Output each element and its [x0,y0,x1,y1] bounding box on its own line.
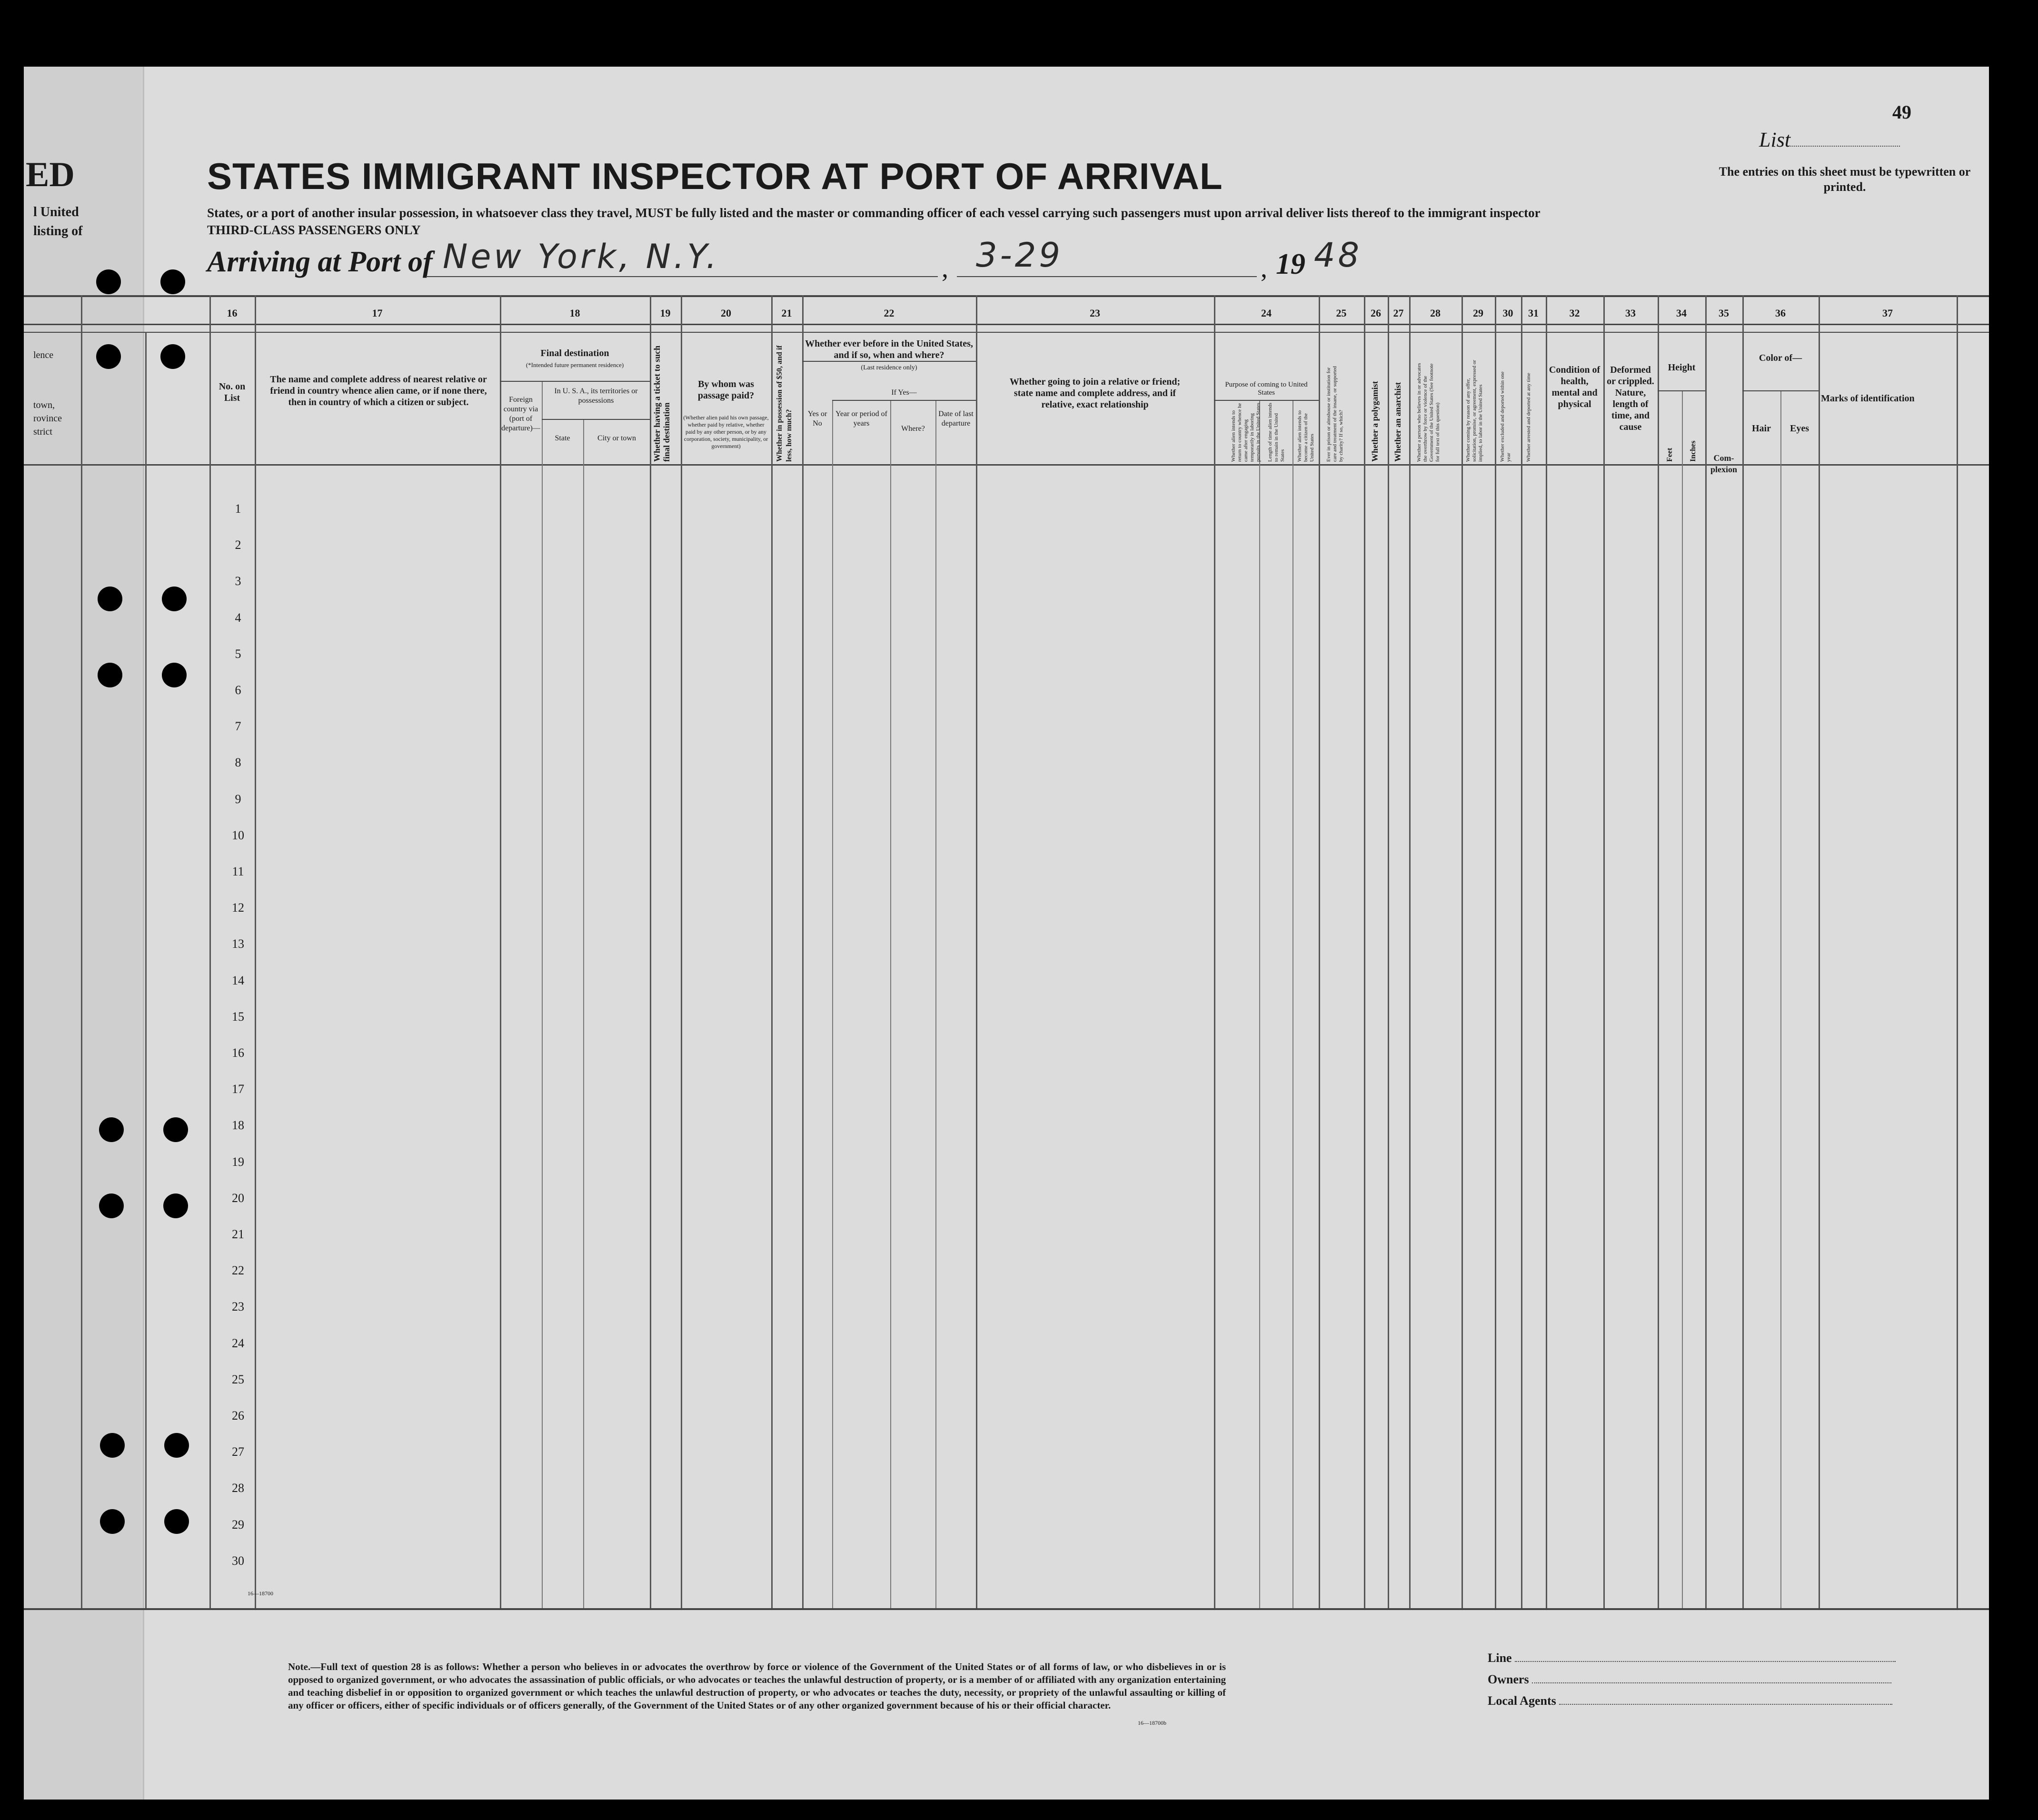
row-number: 1 [235,502,241,516]
col-num-30: 30 [1502,307,1513,319]
punch-hole [98,663,122,687]
col-num-34: 34 [1676,307,1687,319]
arrival-date: 3-29 [976,236,1063,275]
header-color-of: Color of— [1759,353,1802,363]
header-state: State [555,434,570,442]
col-num-28: 28 [1430,307,1441,319]
header-passage-paid: By whom was passage paid? [697,379,755,401]
left-fragment-3: lence [33,350,54,360]
punch-hole [162,663,187,687]
punch-hole [164,1433,189,1458]
col-num-23: 23 [1090,307,1100,319]
row-number: 13 [232,937,244,951]
date-underline [957,276,1257,277]
footnote-code: 16—18700b [1138,1720,1166,1726]
row-number: 14 [232,973,244,987]
header-final-destination: Final destination [540,348,609,358]
header-eyes: Eyes [1790,423,1809,434]
punch-hole [100,1509,125,1534]
class-line: THIRD-CLASS PASSENGERS ONLY [207,223,421,237]
header-passage-paid-note: (Whether alien paid his own passage, whether paid by relative, whether paid by any other person, or by any corporation, society, municipality, or government) [683,414,769,449]
punch-hole [99,1193,124,1218]
header-labor-offer: Whether coming by reason of any offer, solicitation, promise, or agreement, expressed or implied, to labor in the United States [1465,360,1483,462]
col-num-22: 22 [884,307,895,319]
col-num-26: 26 [1371,307,1381,319]
header-inches: Inches [1689,440,1697,462]
header-in-usa: In U. S. A., its territories or possessions [554,387,638,405]
header-purpose-return: Whether alien intends to return to country whence he came after engaging temporarily in laboring pursuits in the United States [1231,402,1261,462]
col-num-24: 24 [1261,307,1272,319]
left-binding-strip [24,67,144,1800]
header-purpose-length: Length of time alien intends to remain in the United States [1267,402,1285,462]
col-num-20: 20 [721,307,731,319]
row-number: 17 [232,1082,244,1096]
punch-hole [98,587,122,611]
header-feet: Feet [1666,448,1674,462]
punch-hole [160,344,185,369]
col-num-35: 35 [1719,307,1729,319]
typed-note: The entries on this sheet must be typewritten or printed. [1719,165,1971,194]
header-ever-before: Whether ever before in the United States, and if so, when and where? [805,338,973,360]
left-fragment-4: town, [33,400,55,410]
row-number: 15 [232,1009,244,1024]
row-number: 21 [232,1227,244,1241]
row-number: 30 [232,1553,244,1568]
header-where: Where? [901,425,925,433]
sig-local-agents: Local Agents [1488,1694,1892,1708]
row-number: 9 [235,792,241,806]
header-arrested: Whether arrested and deported at any time [1526,373,1531,462]
header-marks: Marks of identification [1821,393,1915,404]
sig-line: Line [1488,1651,1896,1665]
year-prefix: 19 [1276,248,1305,280]
left-fragment-6: strict [33,427,52,437]
row-number: 24 [232,1336,244,1350]
header-yes-no: Yes or No [807,410,827,428]
header-anarchist: Whether an anarchist [1393,382,1402,462]
title-fragment: ED [26,155,75,194]
col-num-18: 18 [569,307,580,319]
row-number: 10 [232,828,244,842]
row-number: 25 [232,1372,244,1386]
punch-hole [163,1117,188,1142]
header-ticket: Whether having a ticket to such final destination [652,345,671,462]
punch-hole [100,1433,125,1458]
col-num-17: 17 [372,307,383,319]
header-prison: Ever in prison or almshouse or institution for care and treatment of the insane, or supported by charity? If so, which? [1326,366,1344,462]
col-num-25: 25 [1336,307,1347,319]
row-number: 20 [232,1191,244,1205]
row-number: 16 [232,1046,244,1060]
header-polygamist: Whether a polygamist [1370,381,1380,462]
header-height: Height [1668,362,1696,373]
row-number: 2 [235,538,241,552]
col-num-33: 33 [1625,307,1636,319]
punch-hole [162,587,187,611]
list-label: List [1759,128,1900,152]
header-ever-before-note: (Last residence only) [861,364,917,371]
arrival-year: 48 [1314,236,1362,275]
punch-hole [96,344,121,369]
row-number: 26 [232,1409,244,1422]
punch-hole [160,269,185,294]
col-num-29: 29 [1473,307,1483,319]
row-number: 4 [235,610,241,625]
row-number: 28 [232,1481,244,1495]
row-number: 22 [232,1263,244,1278]
header-purpose: Purpose of coming to United States [1225,381,1308,397]
page-number: 49 [1892,101,1911,123]
left-fragment-5: rovince [33,413,62,424]
port-underline [426,276,938,277]
form-title: STATES IMMIGRANT INSPECTOR AT PORT OF ARRIVAL [207,155,1223,197]
row-number: 3 [235,574,241,588]
row-number: 19 [232,1154,244,1169]
punch-hole [163,1193,188,1218]
header-city-town: City or town [597,434,636,442]
punch-hole [164,1509,189,1534]
row-number: 29 [232,1517,244,1532]
header-final-destination-note: (*Intended future permanent residence) [526,361,624,368]
row-number: 27 [232,1445,244,1459]
footnote: Note.—Full text of question 28 is as follows: Whether a person who believes in or advocates the overthrow by force or violence of the Government of the United States or of all forms of law, or who disbelieves in or is opposed to organized government, or who advocates the assassination of public officials, or who advocates or teaches the unlawful destruction of property, or is a member of or affiliated with any organization entertaining and teaching disbelief in or opposition to organized government or which teaches the unlawful destruction of property, or who advocates or teaches the duty, necessity, or propriety of the unlawful assaulting or killing of any officer or officers, either of specific individuals or of officers generally, of the Government of the United States or of any other organized government because of his or their official character. [288,1661,1226,1711]
col-num-37: 37 [1882,307,1893,319]
header-overthrow: Whether a person who believes in or advocates the overthrow by force or violence of the Government of the United States (See footnote for full text of this question) [1416,363,1441,462]
col-num-16: 16 [227,307,238,319]
header-join-relative: Whether going to join a relative or friend; state name and complete address, and if relative, exact relationship [1009,377,1181,410]
col-num-27: 27 [1393,307,1404,319]
row-number: 11 [232,865,244,878]
row-number: 23 [232,1300,244,1314]
punch-hole [99,1117,124,1142]
header-if-yes: If Yes— [891,388,917,397]
header-deformed: Deformed or crippled. Nature, length of time, and cause [1607,365,1654,432]
header-purpose-citizen: Whether alien intends to become a citizen of the United States [1297,410,1315,462]
row-number: 18 [232,1118,244,1133]
row-number: 7 [235,719,241,734]
header-hair: Hair [1752,423,1771,434]
row-number: 12 [232,901,244,915]
header-health: Condition of health, mental and physical [1549,365,1601,409]
header-nearest-relative: The name and complete address of nearest relative or friend in country whence alien came, or if none there, then in country of which a citizen or subject. [270,374,487,408]
punch-hole [96,269,121,294]
arrival-port: New York, N.Y. [443,237,720,276]
col-num-36: 36 [1775,307,1786,319]
arriving-label: Arriving at Port of [207,246,433,278]
manifest-sheet: ED l United listing of lence town, rovince strict 49 List The entries on this sheet must be typewritten or printed. STATES IMMIGRANT INSPECTOR AT PORT OF ARRIVAL States, or a port of another insular possession, in whatsoever class they travel, MUST be fully listed and the master or commanding officer of each vessel carrying such passengers must upon arrival deliver lists thereof to the immigrant inspector THIRD-CLASS PASSENGERS ONLY Arriving at Port of New York, N.Y. , 3-29 , 19 48 16 17 18 19 20 21 22 23 24 25 26 27 28 29 30 31 32 33 34 35 36 37 No. on List The name and complete address of nearest relative or friend in country whence alien came, or if none there, then in country of which a citizen or subject. Final destination (*Intended future permanent residence) Foreign country via (port of departure)— In U. S. A., its territories or possessions State City or town Whether having a ticket to such final destination By whom was passage paid? (Whether alien paid his own passage, whether paid by relative, whether paid by any other person, or by any corporation, society, municipality, or government) Whether in possession of $50, and if less, how much? Whether ever before in the United States, and if so, when and where? (Last residence only) If Yes— Yes or No Year or period of years Where? Date of last departure Whether going to join a relative or friend; state name and complete address, and if relative, exact relationship Purpose of coming to United States Whether alien intends to return to country whence he came after engaging temporarily in laboring pursuits in the United States Length of time alien intends to remain in the United States Whether alien intends to become a citizen of the United States Ever in prison or almshouse or institution for care and treatment of the insane, or supported by charity? If so, which? Whether a polygamist Whether an anarchist Whether a person who believes in or advocates the overthrow by force or violence of the Government of the United States (See footnote for full text of this question) Whether coming by reason of any offer, solicitation, promise, or agreement, expressed or implied, to labor in the United States Whether excluded and deported within one year Whether arrested and deported at any time Condition of health, mental and physical Deformed or crippled. Nature, length of time, and cause Height Feet Inches Com-plexion Color of— Hair Eyes Marks of identification 1 2 3 4 5 6 7 8 9 10 11 12 13 14 15 16 17 18 19 20 21 22 23 24 25 26 27 28 29 30 16—18700 Note.—Full text of question 28 is as follows: Whether a person who believes in or advocates the overthrow by force or violence of the Government of the United States or of all forms of law, or who disbelieves in or is opposed to organized government, or who advocates the assassination of public officials, or who advocates or teaches the unlawful destruction of property, or is a member of or affiliated with any organization entertaining and teaching disbelief in or opposition to organized government or which teaches the unlawful destruction of property, or who advocates or teaches the duty, necessity, or propriety of the unlawful assaulting or killing of any officer or officers, either of specific individuals or of officers generally, of the Government of the United States or of any other organized government because of his or their official character. 16—18700b Line Owners Local Agents [24,67,1989,1800]
header-year-period: Year or period of years [835,410,887,428]
left-fragment-2: listing of [33,224,83,239]
header-no-on-list: No. on List [219,381,246,403]
col-num-32: 32 [1569,307,1580,319]
header-foreign-country: Foreign country via (port of departure)— [501,396,540,432]
header-excluded: Whether excluded and deported within one year [1500,371,1511,462]
col-num-19: 19 [660,307,671,319]
header-date-departure: Date of last departure [938,410,974,428]
header-fifty-dollars: Whether in possession of $50, and if less, how much? [775,345,793,462]
header-complexion: Com-plexion [1710,453,1737,474]
left-fragment-1: l United [33,205,79,219]
row-number: 5 [235,646,241,661]
form-subtitle: States, or a port of another insular possession, in whatsoever class they travel, MUST be fully listed and the master or commanding officer of each vessel carrying such passengers must upon arrival deliver lists thereof to the immigrant inspector [207,206,1541,220]
form-code: 16—18700 [248,1590,273,1597]
row-number: 8 [235,756,241,770]
col-num-21: 21 [781,307,792,319]
col-num-31: 31 [1528,307,1539,319]
sig-owners: Owners [1488,1672,1891,1687]
row-number: 6 [235,683,241,697]
